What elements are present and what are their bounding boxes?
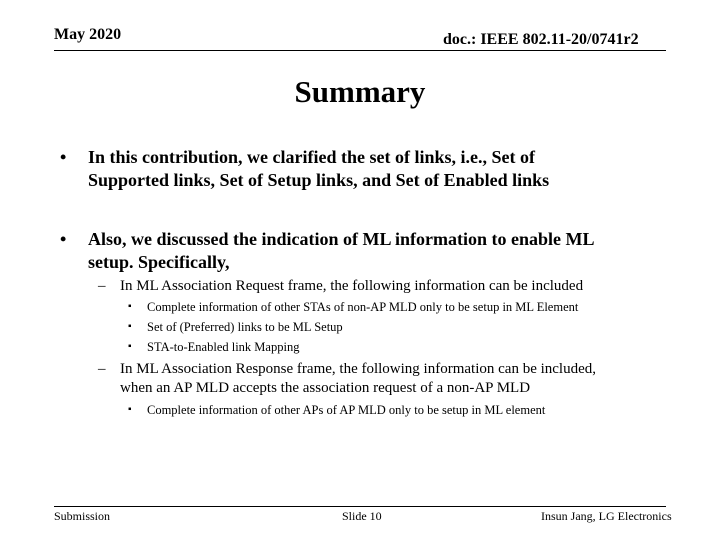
sub-item-1-line-1: In ML Association Request frame, the following information can be included	[120, 278, 584, 294]
sub-point-marker: ▪	[128, 341, 132, 352]
header-doc-id: doc.: IEEE 802.11-20/0741r2	[443, 31, 639, 48]
sub-item-1-point-2: Set of (Preferred) links to be ML Setup	[147, 320, 343, 334]
sub-item-1-point-1: Complete information of other STAs of non-AP MLD only to be setup in ML Element	[147, 300, 579, 314]
sub-point-marker: ▪	[128, 301, 132, 312]
sub-item-1-point-3: STA-to-Enabled link Mapping	[147, 340, 300, 354]
header-divider	[54, 50, 666, 51]
bullet-2-line-1: Also, we discussed the indication of ML information to enable ML	[88, 229, 595, 249]
bullet-1-line-1: In this contribution, we clarified the set of links, i.e., Set of	[88, 147, 535, 167]
sub-item-marker: –	[98, 361, 106, 377]
bullet-marker: •	[60, 229, 67, 249]
header-date: May 2020	[54, 26, 122, 43]
bullet-2-line-2: setup. Specifically,	[88, 252, 230, 272]
sub-item-marker: –	[98, 278, 106, 294]
sub-point-marker: ▪	[128, 321, 132, 332]
slide-title: Summary	[294, 74, 426, 109]
sub-point-marker: ▪	[128, 404, 132, 415]
bullet-marker: •	[60, 147, 67, 167]
footer-author: Insun Jang, LG Electronics	[541, 509, 672, 523]
sub-item-2-line-2: when an AP MLD accepts the association request of a non-AP MLD	[120, 380, 531, 396]
footer-slide-number: Slide 10	[342, 509, 382, 523]
sub-item-2-point-1: Complete information of other APs of AP MLD only to be setup in ML element	[147, 403, 546, 417]
footer-divider	[54, 506, 666, 507]
bullet-1-line-2: Supported links, Set of Setup links, and Set of Enabled links	[88, 170, 550, 190]
footer-submission: Submission	[54, 509, 111, 523]
sub-item-2-line-1: In ML Association Response frame, the following information can be included,	[120, 361, 597, 377]
